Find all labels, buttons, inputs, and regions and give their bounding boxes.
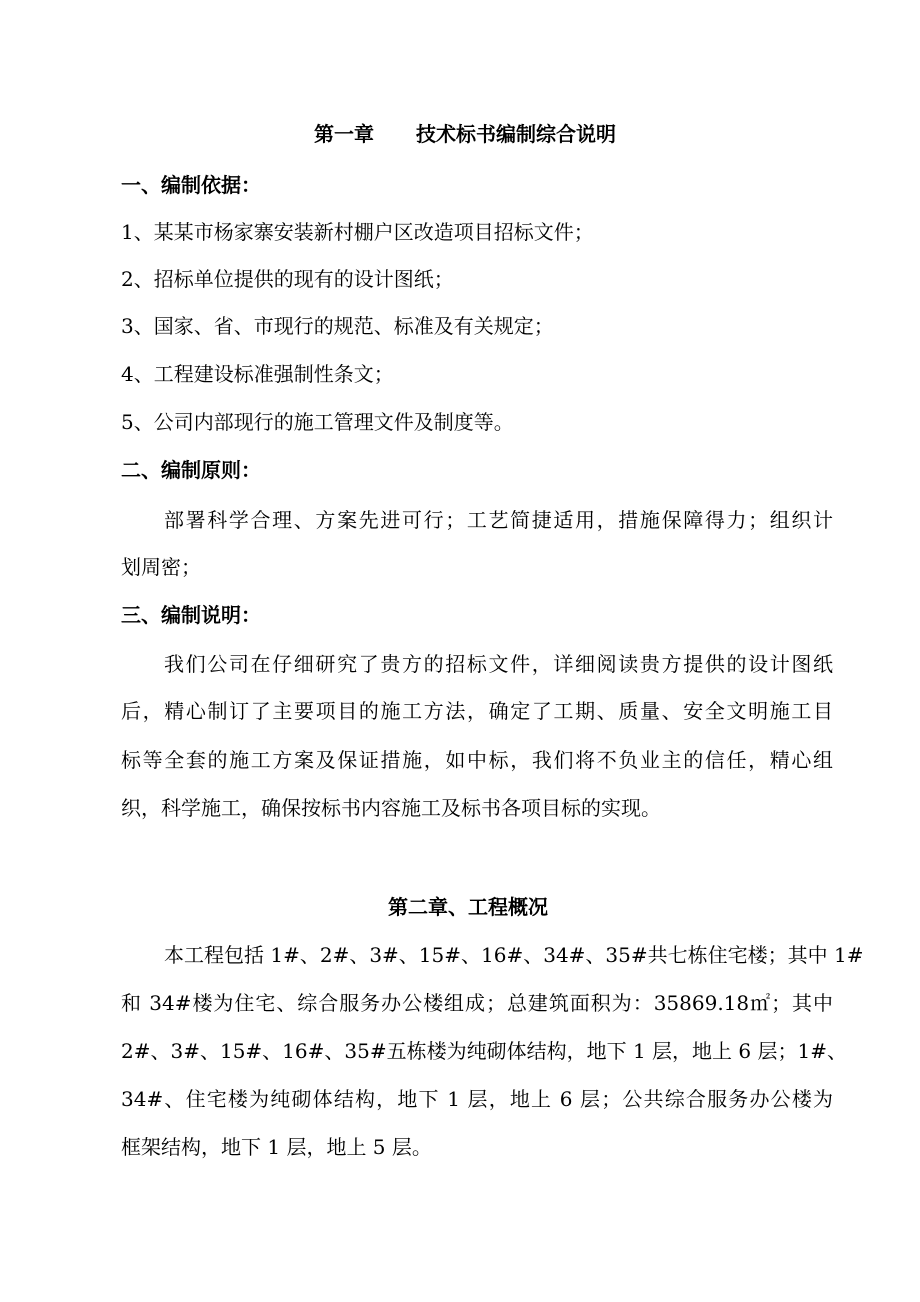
overview-line-4: 34#、住宅楼为纯砌体结构，地下 1 层，地上 6 层；公共综合服务办公楼为 [121,1087,833,1111]
basis-item-2: 2、招标单位提供的现有的设计图纸； [121,267,454,291]
principles-line-2: 划周密； [121,555,201,579]
chapter1-number: 第一章 [314,122,374,146]
overview-line-5: 框架结构，地下 1 层，地上 5 层。 [121,1135,432,1159]
overview-line-2: 和 34#楼为住宅、综合服务办公楼组成；总建筑面积为：35869.18㎡；其中 [121,991,833,1015]
overview-line-1: 本工程包括 1#、2#、3#、15#、16#、34#、35#共七栋住宅楼；其中 1# [164,943,864,967]
basis-item-1: 1、某某市杨家寨安装新村棚户区改造项目招标文件； [121,220,594,244]
basis-item-3: 3、国家、省、市现行的规范、标准及有关规定； [121,314,554,338]
explanation-line-4: 织，科学施工，确保按标书内容施工及标书各项目标的实现。 [121,796,661,820]
section-heading-principles: 二、编制原则： [121,458,261,482]
basis-item-4: 4、工程建设标准强制性条文； [121,362,394,386]
explanation-line-2: 后，精心制订了主要项目的施工方法，确定了工期、质量、安全文明施工目 [121,699,833,723]
explanation-line-1: 我们公司在仔细研究了贵方的招标文件，详细阅读贵方提供的设计图纸 [164,652,833,676]
chapter2-title: 第二章、工程概况 [388,895,548,919]
chapter1-title-text: 技术标书编制综合说明 [416,122,616,146]
section-heading-basis: 一、编制依据： [121,173,261,197]
section-heading-explanation: 三、编制说明： [121,603,261,627]
overview-line-3: 2#、3#、15#、16#、35#五栋楼为纯砌体结构，地下 1 层，地上 6 层；1#、 [121,1039,847,1063]
principles-line-1: 部署科学合理、方案先进可行；工艺简捷适用，措施保障得力；组织计 [164,508,833,532]
basis-item-5: 5、公司内部现行的施工管理文件及制度等。 [121,410,514,434]
explanation-line-3: 标等全套的施工方案及保证措施，如中标，我们将不负业主的信任，精心组 [121,748,833,772]
chapter1-title [314,120,616,148]
